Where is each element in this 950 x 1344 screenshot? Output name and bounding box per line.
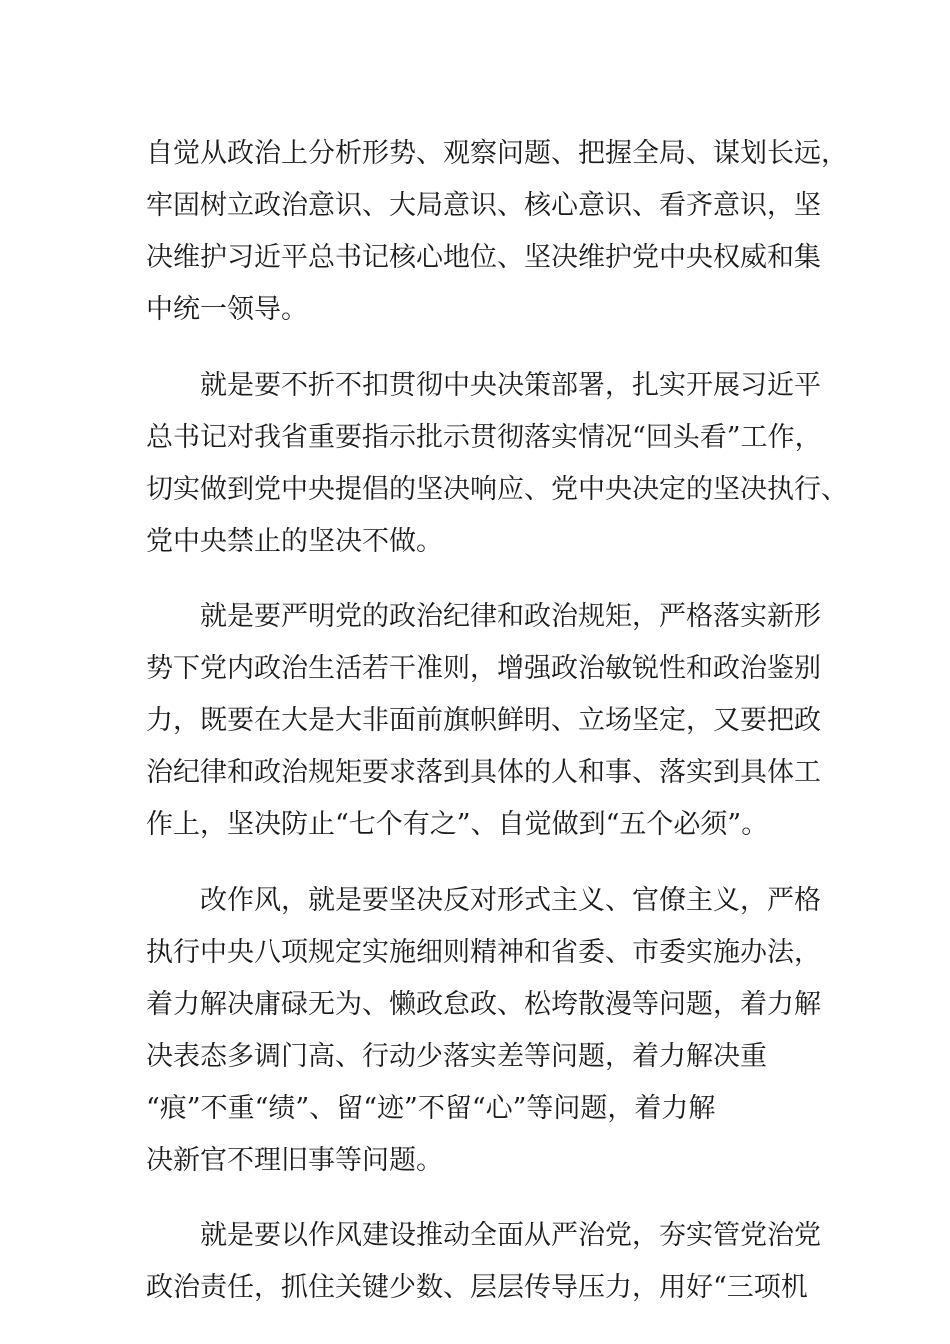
paragraph-line: 党中央禁止的坚决不做。	[146, 525, 443, 557]
paragraph-line: 力，既要在大是大非面前旗帜鲜明、立场坚定，又要把政	[146, 705, 821, 736]
paragraph-4	[146, 875, 821, 1187]
paragraph-line: 中统一领导。	[146, 294, 308, 325]
paragraph-line: “痕”不重“绩”、留“迹”不留“心”等问题，着力解	[146, 1092, 716, 1124]
paragraph-line: 总书记对我省重要指示批示贯彻落实情况“回头看”工作，	[146, 421, 822, 453]
paragraph-line: 自觉从政治上分析形势、观察问题、把握全局、谋划长远，	[146, 138, 848, 169]
paragraph-2	[146, 360, 848, 568]
paragraph-3	[146, 591, 821, 851]
paragraph-line: 就是要以作风建设推动全面从严治党，夯实管党治党	[200, 1220, 821, 1251]
paragraph-5	[146, 1210, 821, 1314]
paragraph-line: 势下党内政治生活若干准则，增强政治敏锐性和政治鉴别	[146, 653, 821, 684]
paragraph-line: 改作风，就是要坚决反对形式主义、官僚主义，严格	[200, 884, 821, 916]
paragraph-line: 着力解决庸碌无为、懒政怠政、松垮散漫等问题，着力解	[146, 988, 821, 1020]
paragraph-line: 执行中央八项规定实施细则精神和省委、市委实施办法，	[146, 936, 821, 968]
paragraph-line: 政治责任，抓住关键少数、层层传导压力，用好“三项机	[146, 1272, 808, 1303]
paragraph-line: 作上，坚决防止“七个有之”、自觉做到“五个必须”。	[146, 809, 769, 840]
paragraph-1	[146, 128, 848, 336]
paragraph-line: 决维护习近平总书记核心地位、坚决维护党中央权威和集	[146, 242, 821, 273]
paragraph-line: 牢固树立政治意识、大局意识、核心意识、看齐意识，坚	[146, 190, 821, 221]
paragraph-line: 决新官不理旧事等问题。	[146, 1144, 443, 1176]
paragraph-line: 就是要不折不扣贯彻中央决策部署，扎实开展习近平	[200, 369, 821, 401]
paragraph-line: 治纪律和政治规矩要求落到具体的人和事、落实到具体工	[146, 757, 821, 788]
document-body	[146, 128, 848, 1338]
paragraph-line: 就是要严明党的政治纪律和政治规矩，严格落实新形	[200, 601, 821, 632]
paragraph-line: 决表态多调门高、行动少落实差等问题，着力解决重	[146, 1040, 767, 1072]
paragraph-line: 切实做到党中央提倡的坚决响应、党中央决定的坚决执行、	[146, 473, 848, 505]
